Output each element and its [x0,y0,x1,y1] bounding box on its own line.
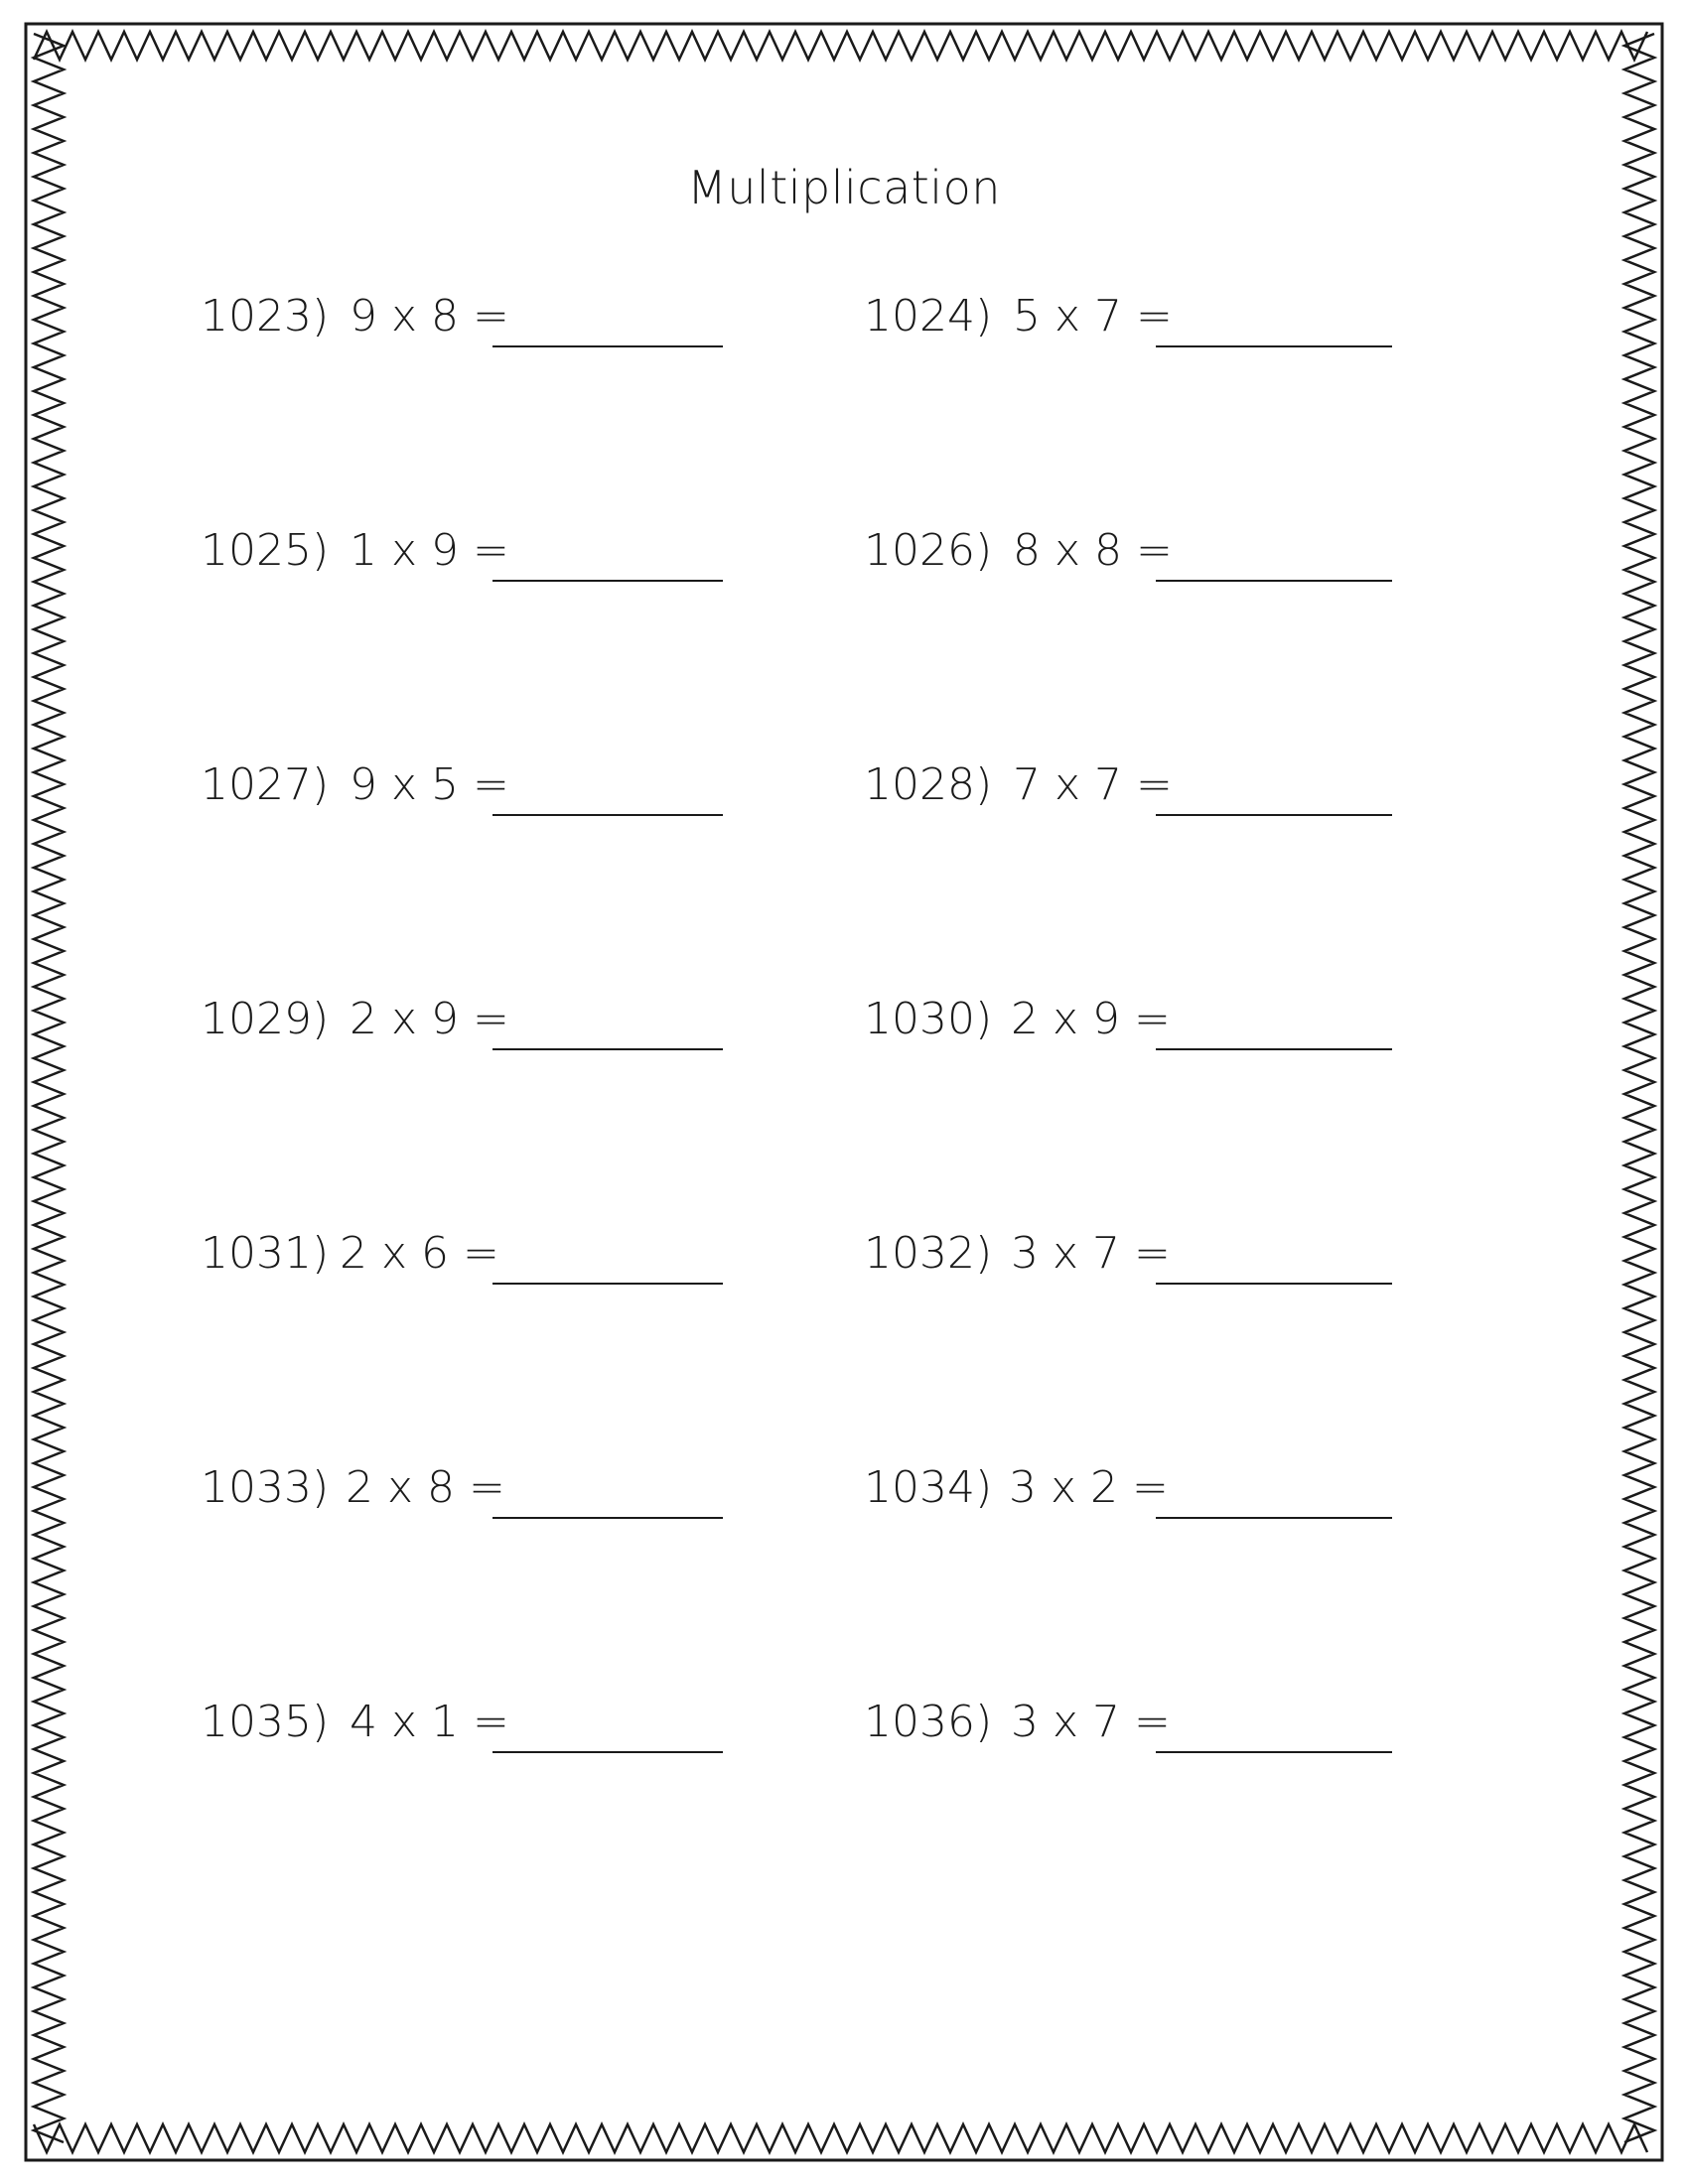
problem-item [201,991,725,1050]
problem-number: 1032) [864,1228,993,1279]
answer-blank[interactable] [1156,345,1392,347]
problem-number: 1035) [201,1697,330,1747]
problem-item [201,1225,725,1285]
problem-number: 1036) [864,1697,993,1747]
problem-number: 1026) [864,525,993,576]
problem-expression: 5 x 7 = [1013,291,1173,341]
answer-blank[interactable] [1156,1751,1392,1753]
problem-item [864,522,1400,582]
problem-item [864,991,1400,1050]
problem-item [201,756,725,816]
border-zigzag-bottom [34,2124,1647,2152]
answer-blank[interactable] [492,814,723,816]
problem-number: 1024) [864,291,993,341]
answer-blank[interactable] [1156,580,1392,582]
problem-number: 1033) [201,1462,330,1513]
answer-blank[interactable] [492,580,723,582]
answer-blank[interactable] [492,1048,723,1050]
answer-blank[interactable] [492,345,723,347]
problem-item [201,522,725,582]
problem-number: 1030) [864,994,993,1044]
problem-item [201,1694,725,1753]
problem-item [864,288,1400,347]
problem-number: 1028) [864,759,993,810]
answer-blank[interactable] [492,1751,723,1753]
problem-number: 1025) [201,525,330,576]
problem-item [864,756,1400,816]
problem-item [864,1225,1400,1285]
problem-expression: 3 x 7 = [1011,1697,1171,1747]
problem-expression: 3 x 2 = [1009,1462,1169,1513]
border-zigzag-right [1624,34,1654,2142]
problem-item [201,1459,725,1519]
answer-blank[interactable] [1156,1517,1392,1519]
problem-expression: 9 x 5 = [350,759,509,810]
problem-expression: 7 x 7 = [1013,759,1173,810]
problem-expression: 2 x 9 = [1011,994,1171,1044]
problem-number: 1031) [201,1228,330,1279]
problem-expression: 3 x 7 = [1011,1228,1171,1279]
answer-blank[interactable] [492,1283,723,1285]
problem-number: 1034) [864,1462,993,1513]
answer-blank[interactable] [1156,814,1392,816]
problem-expression: 8 x 8 = [1013,525,1173,576]
problem-number: 1029) [201,994,330,1044]
problem-expression: 9 x 8 = [350,291,509,341]
answer-blank[interactable] [492,1517,723,1519]
problem-item [864,1459,1400,1519]
answer-blank[interactable] [1156,1048,1392,1050]
answer-blank[interactable] [1156,1283,1392,1285]
problem-expression: 1 x 9 = [350,525,509,576]
problem-item [864,1694,1400,1753]
problem-number: 1027) [201,759,330,810]
problem-number: 1023) [201,291,330,341]
problem-expression: 4 x 1 = [350,1697,509,1747]
border-zigzag-left [34,34,64,2142]
problem-expression: 2 x 6 = [340,1228,499,1279]
worksheet-title: Multiplication [687,161,1001,214]
problem-expression: 2 x 9 = [350,994,509,1044]
problem-expression: 2 x 8 = [346,1462,505,1513]
border-zigzag-top [34,32,1647,60]
problem-item [201,288,725,347]
